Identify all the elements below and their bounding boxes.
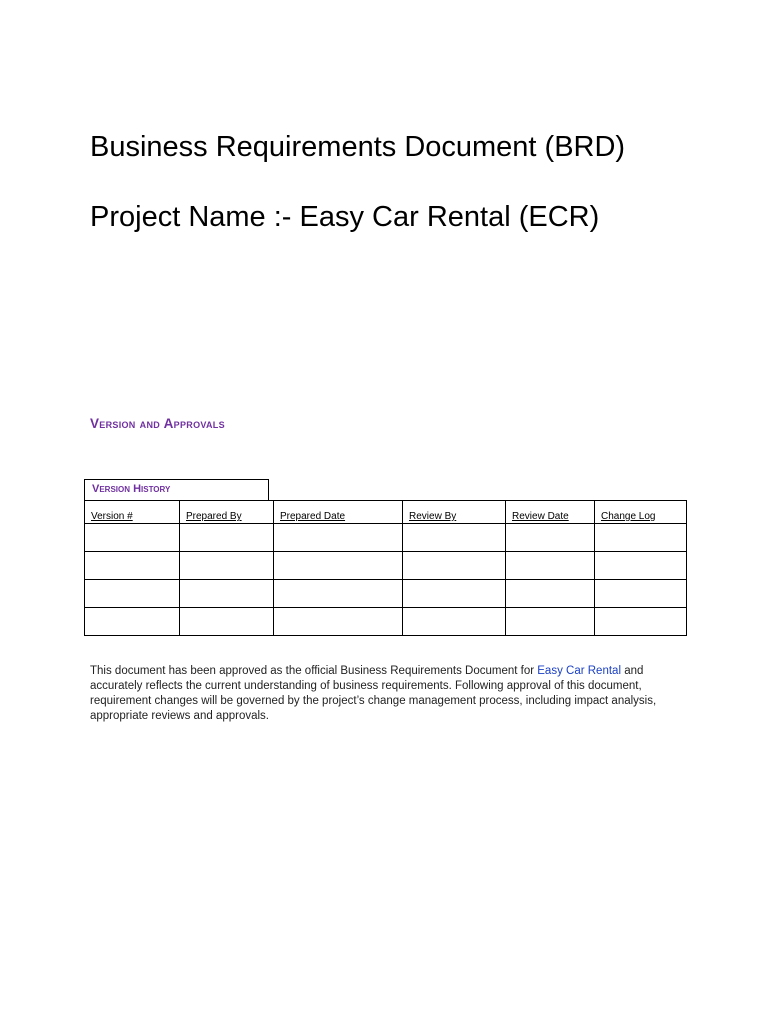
approval-text-body: and accurately reflects the current understanding of business requirements. Following approval of this document, requirement changes will be governed by the project’s change management process, including impact analysis, appropriate reviews and approvals. <box>90 664 657 722</box>
section-heading-version-approvals: Version and Approvals <box>90 416 225 431</box>
column-header-version: Version # <box>85 501 180 524</box>
table-cell[interactable] <box>403 524 506 552</box>
table-cell[interactable] <box>595 552 687 580</box>
table-row <box>85 552 687 580</box>
column-header-review-by: Review By <box>403 501 506 524</box>
table-cell[interactable] <box>595 608 687 636</box>
version-history-label: Version History <box>92 483 171 495</box>
table-row <box>85 608 687 636</box>
approval-statement <box>90 664 690 724</box>
table-cell[interactable] <box>274 580 403 608</box>
table-cell[interactable] <box>180 580 274 608</box>
project-name-link: Easy Car Rental <box>537 664 621 677</box>
table-row <box>85 580 687 608</box>
table-cell[interactable] <box>595 524 687 552</box>
column-header-review-date: Review Date <box>506 501 595 524</box>
table-cell[interactable] <box>180 608 274 636</box>
table-cell[interactable] <box>595 580 687 608</box>
table-cell[interactable] <box>85 580 180 608</box>
table-cell[interactable] <box>403 552 506 580</box>
approval-text-intro: This document has been approved as the official Business Requirements Document for <box>90 664 538 677</box>
table-cell[interactable] <box>274 608 403 636</box>
table-cell[interactable] <box>85 608 180 636</box>
table-cell[interactable] <box>85 552 180 580</box>
table-cell[interactable] <box>180 524 274 552</box>
document-title: Business Requirements Document (BRD) <box>90 131 626 163</box>
table-header-row <box>85 501 687 524</box>
table-cell[interactable] <box>506 580 595 608</box>
column-header-prepared-by: Prepared By <box>180 501 274 524</box>
table-row <box>85 524 687 552</box>
project-title: Project Name :- Easy Car Rental (ECR) <box>90 201 600 233</box>
version-history-table <box>84 500 687 636</box>
version-history-tab <box>84 479 269 500</box>
table-cell[interactable] <box>180 552 274 580</box>
table-cell[interactable] <box>403 580 506 608</box>
column-header-prepared-date: Prepared Date <box>274 501 403 524</box>
table-cell[interactable] <box>506 524 595 552</box>
table-cell[interactable] <box>85 524 180 552</box>
table-cell[interactable] <box>274 524 403 552</box>
table-cell[interactable] <box>274 552 403 580</box>
table-cell[interactable] <box>506 608 595 636</box>
column-header-change-log: Change Log <box>595 501 687 524</box>
table-cell[interactable] <box>506 552 595 580</box>
table-cell[interactable] <box>403 608 506 636</box>
